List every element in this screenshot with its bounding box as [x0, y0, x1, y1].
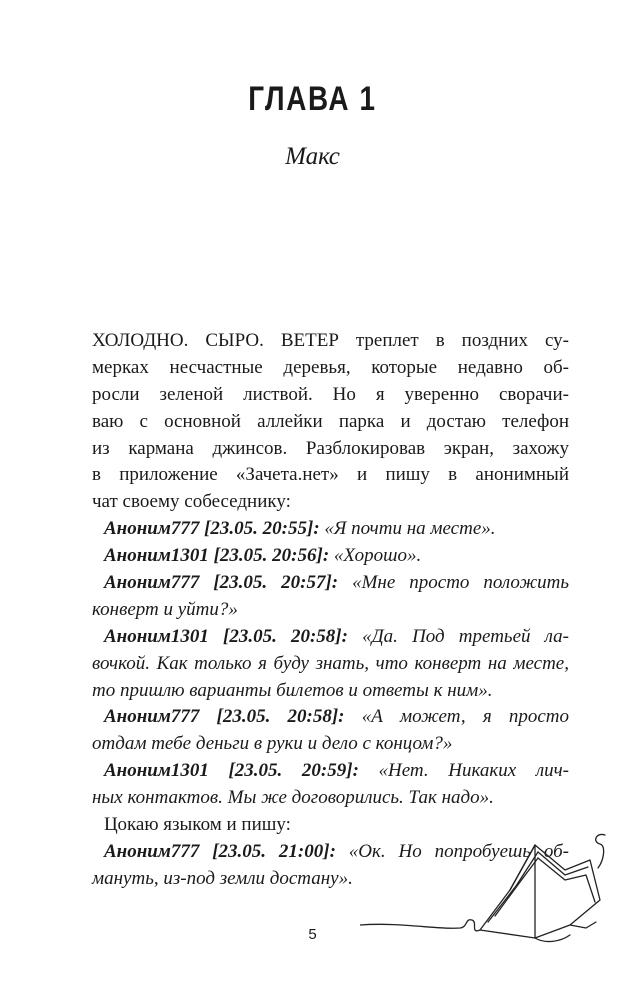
text-line — [92, 328, 569, 355]
speaker-label: Аноним1301 [23.05. 20:59]: — [104, 760, 359, 782]
speaker-label: Аноним777 [23.05. 21:00]: — [104, 840, 336, 862]
text-line — [92, 678, 569, 705]
chapter-subtitle: Макс — [285, 143, 340, 170]
message-text: «Ок. Но попробуешь об- — [335, 840, 569, 862]
line-text: из кармана джинсов. Разблокировав экран, захожу — [92, 437, 569, 459]
speaker-label: Аноним777 [23.05. 20:57]: — [104, 572, 339, 594]
text-line — [92, 651, 569, 678]
line-text: ваю с основной аллейки парка и достаю телефон — [92, 410, 569, 432]
message-text: «А может, я просто — [344, 706, 569, 728]
message-text: «Хорошо». — [329, 545, 422, 567]
text-line — [92, 543, 569, 570]
text-line — [92, 704, 569, 731]
speaker-label: Аноним777 [23.05. 20:55]: — [104, 518, 320, 540]
text-line — [92, 570, 569, 597]
message-text: «Да. Под третьей ла- — [347, 625, 569, 647]
text-line — [92, 489, 569, 516]
text-line — [92, 731, 569, 758]
speaker-label: Аноним1301 [23.05. 20:56]: — [104, 545, 330, 567]
speaker-label: Аноним777 [23.05. 20:58]: — [104, 706, 345, 728]
text-line — [92, 597, 569, 624]
line-text: мерках несчастные деревья, которые недавно об- — [92, 356, 569, 378]
page-number: 5 — [308, 926, 317, 943]
message-text: ных контактов. Мы же договорились. Так надо». — [92, 787, 494, 809]
message-text: «Мне просто положить — [338, 572, 570, 594]
text-line — [92, 785, 569, 812]
line-text: Цокаю языком и пишу: — [104, 814, 291, 836]
message-text: конверт и уйти?» — [92, 598, 238, 620]
message-text: отдам тебе деньги в руки и дело с концом?» — [92, 733, 453, 755]
text-line — [92, 409, 569, 436]
text-line — [92, 355, 569, 382]
text-line — [92, 758, 569, 785]
line-text: росли зеленой листвой. Но я уверенно сворачи- — [92, 383, 569, 405]
message-text: «Я почти на месте». — [319, 518, 496, 540]
chapter-title: ГЛАВА 1 — [248, 80, 377, 118]
text-line — [92, 516, 569, 543]
message-text: то пришлю варианты билетов и ответы к ним». — [92, 679, 493, 701]
text-line — [92, 382, 569, 409]
text-line — [92, 462, 569, 489]
text-line — [92, 624, 569, 651]
message-text: мануть, из-под земли достану». — [92, 867, 353, 889]
line-text: чат своему собеседнику: — [92, 491, 291, 513]
line-text: в приложение «Зачета.нет» и пишу в анонимный — [92, 464, 569, 486]
message-text: вочкой. Как только я буду знать, что конверт на месте, — [92, 652, 569, 674]
line-text: ХОЛОДНО. СЫРО. ВЕТЕР треплет в поздних су- — [92, 330, 569, 351]
speaker-label: Аноним1301 [23.05. 20:58]: — [104, 625, 348, 647]
text-line — [92, 436, 569, 463]
chapter-body-text — [92, 328, 569, 893]
message-text: «Нет. Никаких лич- — [358, 760, 569, 782]
